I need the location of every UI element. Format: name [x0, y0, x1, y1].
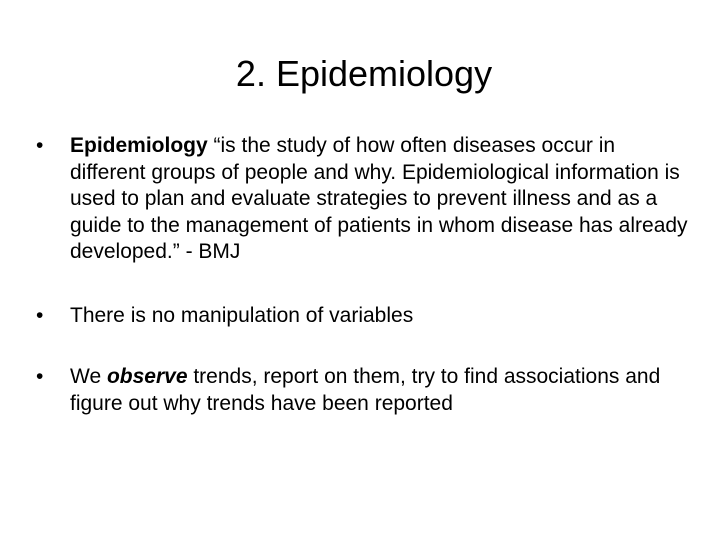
- bullet-list: [36, 133, 696, 417]
- bullet-suffix: trends, report on them, try to find associations and figure out why trends have been reported: [70, 365, 661, 415]
- bullet-observe-trends: [36, 364, 696, 417]
- bullet-text: There is no manipulation of variables: [70, 303, 414, 327]
- slide-title: 2. Epidemiology: [235, 53, 493, 94]
- bullet-dot-icon: •: [36, 365, 44, 388]
- bullet-no-manipulation: [36, 303, 696, 330]
- bullet-epidemiology-definition: [36, 133, 696, 266]
- bullet-emphasis: observe: [106, 365, 188, 388]
- bullet-prefix: We: [70, 365, 107, 388]
- bullet-term: Epidemiology: [70, 134, 208, 157]
- bullet-dot-icon: •: [36, 303, 44, 327]
- bullet-text: “is the study of how often diseases occur in different groups of people and why. Epidemiological information is used to plan and evaluate strategies to prevent illness and as a guide to the management of patients in whom disease has already developed.” - BMJ: [70, 134, 688, 263]
- bullet-dot-icon: •: [36, 134, 44, 157]
